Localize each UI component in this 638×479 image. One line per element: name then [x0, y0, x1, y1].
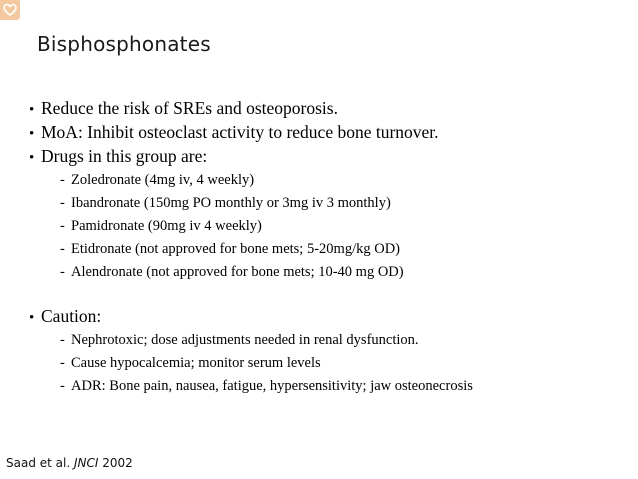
- bullet-item: [29, 144, 629, 168]
- caution-item: [29, 352, 629, 375]
- bullet-glyph: •: [29, 310, 35, 326]
- caution-label: Caution:: [41, 306, 102, 326]
- caution-text: Nephrotoxic; dose adjustments needed in renal dysfunction.: [71, 332, 419, 348]
- caution-text: ADR: Bone pain, nausea, fatigue, hypersensitivity; jaw osteonecrosis: [71, 378, 473, 394]
- drug-item: [29, 192, 629, 215]
- caution-list: [29, 329, 629, 398]
- dash-glyph: -: [60, 332, 65, 348]
- bullet-text: MoA: Inhibit osteoclast activity to reduce bone turnover.: [41, 122, 439, 142]
- bullet-text: Drugs in this group are:: [41, 146, 208, 166]
- drug-item: [29, 215, 629, 238]
- drug-text: Alendronate (not approved for bone mets; 10-40 mg OD): [71, 264, 404, 280]
- drug-list: [29, 169, 629, 284]
- slide-body: [29, 96, 629, 398]
- drug-item: [29, 238, 629, 261]
- dash-glyph: -: [60, 264, 65, 280]
- caution-text: Cause hypocalcemia; monitor serum levels: [71, 355, 321, 371]
- dash-glyph: -: [60, 241, 65, 257]
- bullet-item: [29, 96, 629, 120]
- drug-text: Zoledronate (4mg iv, 4 weekly): [71, 172, 255, 188]
- caution-bullet: [29, 304, 629, 328]
- bullet-glyph: •: [29, 102, 35, 118]
- dash-glyph: -: [60, 172, 65, 188]
- heart-leaf-logo-icon: [0, 0, 20, 20]
- drug-item: [29, 261, 629, 284]
- dash-glyph: -: [60, 378, 65, 394]
- citation-authors: Saad et al.: [6, 456, 71, 470]
- drug-text: Pamidronate (90mg iv 4 weekly): [71, 218, 262, 234]
- drug-item: [29, 169, 629, 192]
- citation: [6, 456, 133, 470]
- citation-year: 2002: [102, 456, 133, 470]
- dash-glyph: -: [60, 355, 65, 371]
- caution-item: [29, 375, 629, 398]
- bullet-text: Reduce the risk of SREs and osteoporosis.: [41, 98, 338, 118]
- caution-section: [29, 304, 629, 398]
- dash-glyph: -: [60, 218, 65, 234]
- drug-text: Etidronate (not approved for bone mets; 5-20mg/kg OD): [71, 241, 400, 257]
- dash-glyph: -: [60, 195, 65, 211]
- bullet-item: [29, 120, 629, 144]
- drug-text: Ibandronate (150mg PO monthly or 3mg iv 3 monthly): [71, 195, 391, 211]
- caution-item: [29, 329, 629, 352]
- bullet-glyph: •: [29, 126, 35, 142]
- bullet-glyph: •: [29, 150, 35, 166]
- section-spacer: [29, 284, 629, 304]
- slide-title: Bisphosphonates: [37, 32, 211, 56]
- citation-journal: JNCI: [74, 456, 99, 470]
